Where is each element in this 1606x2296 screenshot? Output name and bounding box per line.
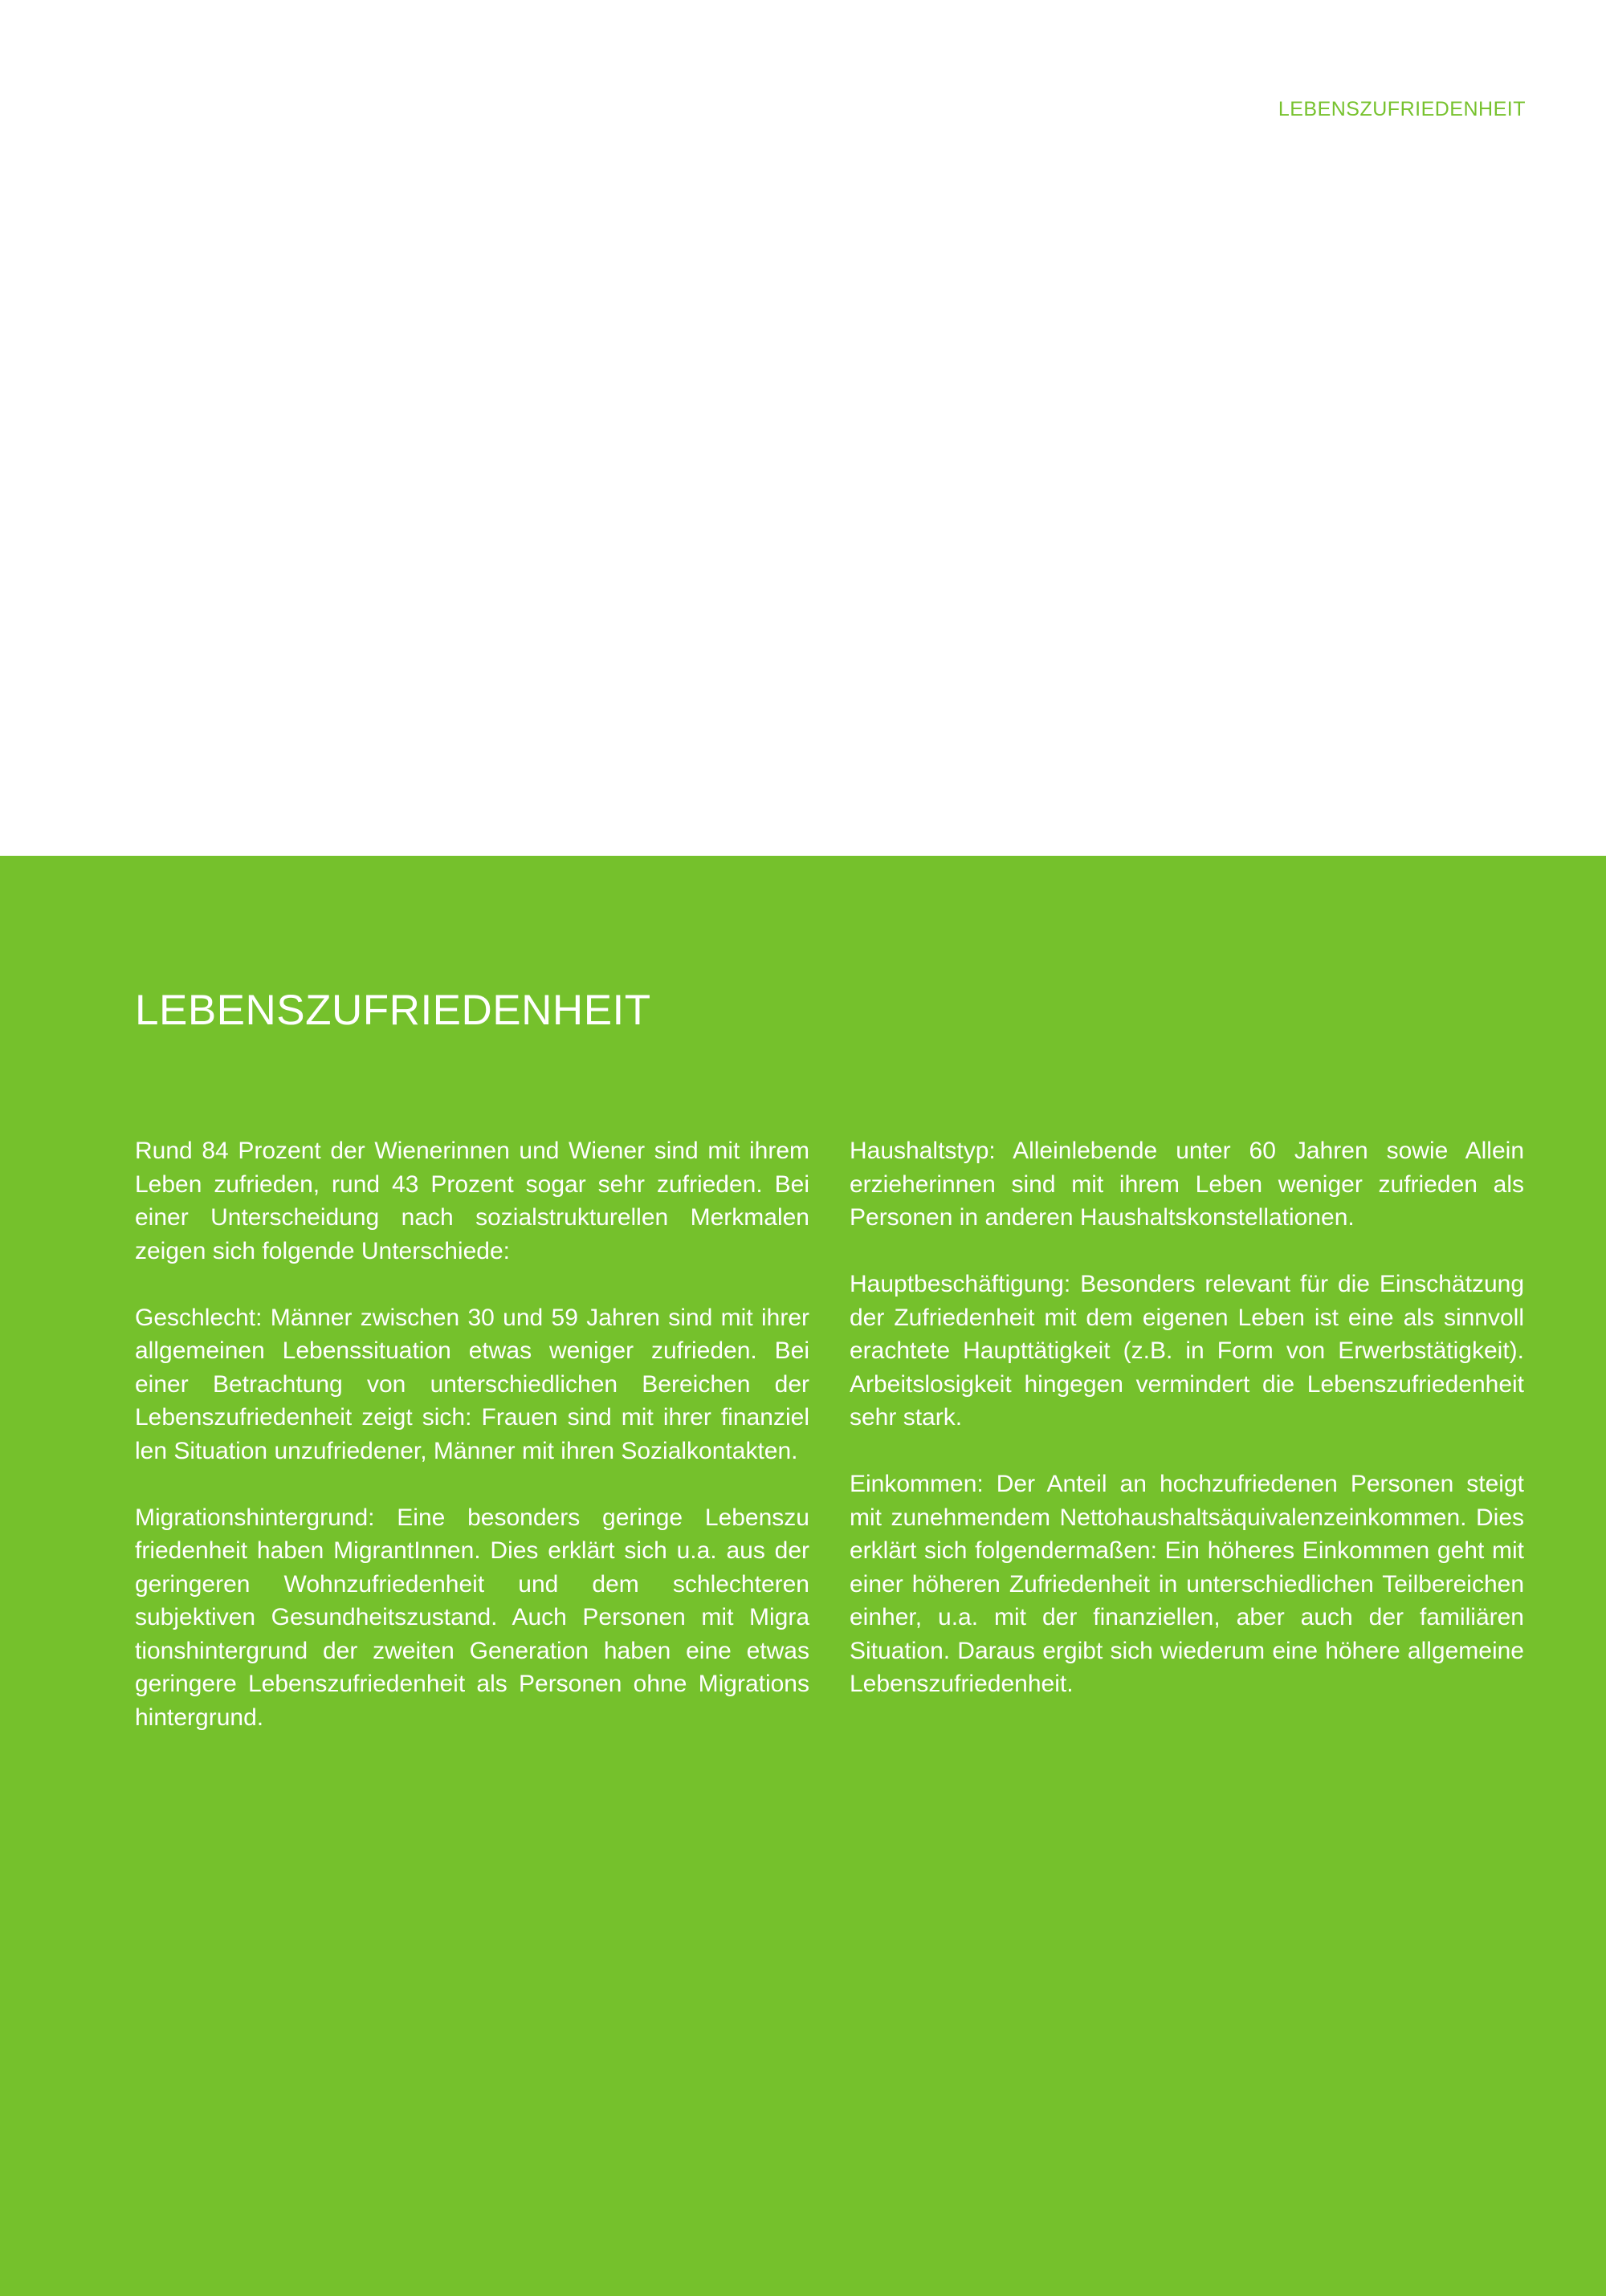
employment-paragraph: Hauptbeschäftigung: Besonders relevant für die Einschätzung der Zufriedenheit mit dem eigenen Leben ist eine als sinnvoll erachtete Haupttätigkeit (z.B. in Form von Erwerbstätigkeit). Arbeitslosigkeit hingegen vermindert die Lebenszufriedenheit sehr stark. <box>850 1271 1524 1431</box>
intro-paragraph: Rund 84 Prozent der Wienerinnen und Wiener sind mit ihrem Leben zufrieden, rund 43 Prozent sogar sehr zufrieden. Bei einer Unterscheidung nach sozialstrukturellen Merkmalen zeigen sich folgende Unterschiede: <box>135 1138 809 1264</box>
left-text-column <box>135 1134 809 1768</box>
right-text-column <box>850 1134 1524 1734</box>
income-paragraph: Einkommen: Der Anteil an hochzufriedenen Personen steigt mit zunehmendem Nettohaushaltsäquivalenzeinkommen. Dies erklärt sich folgendermaßen: Ein höheres Einkommen geht mit einer höheren Zufriedenheit in unterschiedlichen Teilbereichen einher, u.a. mit der finanziellen, aber auch der familiären Situation. Daraus ergibt sich wiederum eine höhere allgemeine Lebenszufriedenheit. <box>850 1471 1524 1697</box>
section-title: LEBENSZUFRIEDENHEIT <box>135 987 651 1034</box>
gender-paragraph: Geschlecht: Männer zwischen 30 und 59 Jahren sind mit ihrer allgemeinen Lebenssituation etwas weniger zufrieden. Bei einer Betrachtung von unterschiedlichen Bereichen der Lebenszufriedenheit zeigt sich: Frauen sind mit ihrer finanziel len Situation unzufriedener, Männer mit ihren Sozialkontakten. <box>135 1304 809 1464</box>
migration-paragraph: Migrationshintergrund: Eine besonders geringe Lebenszu friedenheit haben MigrantInnen. Dies erklärt sich u.a. aus der geringeren Wohnzufriedenheit und dem schlechteren subjektiven Gesundheitszustand. Auch Personen mit Migra tionshintergrund der zweiten Generation haben eine etwas geringere Lebenszufriedenheit als Personen ohne Migrations hintergrund. <box>135 1504 809 1731</box>
running-header: LEBENSZUFRIEDENHEIT <box>1278 98 1526 120</box>
household-paragraph: Haushaltstyp: Alleinlebende unter 60 Jahren sowie Allein erzieherinnen sind mit ihrem Leben weniger zufrieden als Personen in anderen Haushaltskonstellationen. <box>850 1138 1524 1231</box>
